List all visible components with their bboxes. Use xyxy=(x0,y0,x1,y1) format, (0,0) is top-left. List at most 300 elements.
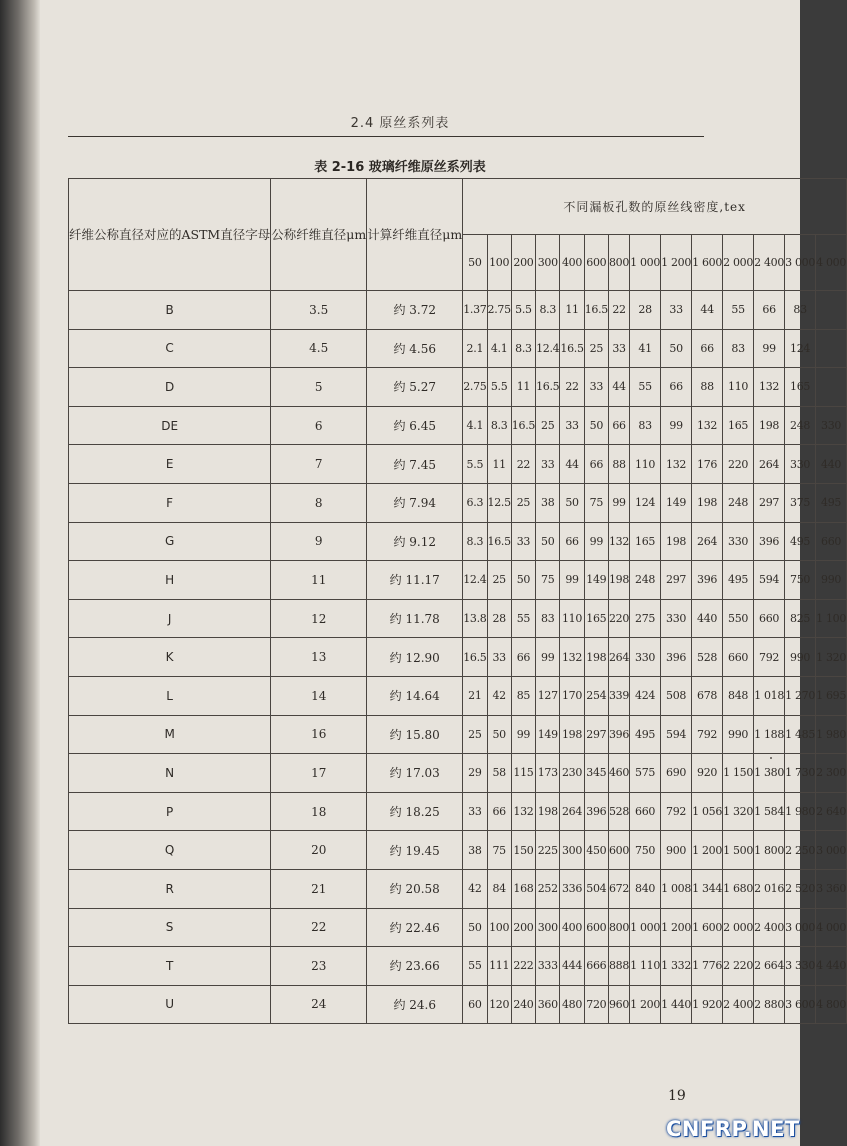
cell-linear-density: 2 664 xyxy=(754,947,785,986)
cell-linear-density: 16.5 xyxy=(487,522,511,561)
cell-calculated-diameter: 约 19.45 xyxy=(367,831,463,870)
table-row xyxy=(69,329,847,368)
cell-linear-density: 678 xyxy=(692,676,723,715)
cell-linear-density: 99 xyxy=(536,638,560,677)
cell-linear-density: 1 584 xyxy=(754,792,785,831)
cell-linear-density: 1 920 xyxy=(692,985,723,1024)
cell-linear-density: 176 xyxy=(692,445,723,484)
header-hole-count: 800 xyxy=(608,235,629,291)
cell-linear-density: 336 xyxy=(560,869,584,908)
cell-linear-density: 396 xyxy=(608,715,629,754)
cell-linear-density: 25 xyxy=(463,715,487,754)
cell-calculated-diameter: 约 22.46 xyxy=(367,908,463,947)
cell-linear-density: 3 600 xyxy=(785,985,816,1024)
cell-astm-letter: U xyxy=(69,985,271,1024)
cell-linear-density: 440 xyxy=(692,599,723,638)
cell-linear-density: 132 xyxy=(511,792,535,831)
cell-linear-density: 115 xyxy=(511,754,535,793)
cell-nominal-diameter: 16 xyxy=(271,715,367,754)
cell-linear-density: 1 440 xyxy=(661,985,692,1024)
cell-linear-density: 127 xyxy=(536,676,560,715)
cell-linear-density: 12.4 xyxy=(536,329,560,368)
cell-linear-density: 66 xyxy=(692,329,723,368)
cell-linear-density: 248 xyxy=(785,406,816,445)
table-row xyxy=(69,291,847,330)
cell-linear-density: 396 xyxy=(661,638,692,677)
header-hole-count: 600 xyxy=(584,235,608,291)
cell-linear-density: 33 xyxy=(487,638,511,677)
cell-linear-density: 33 xyxy=(661,291,692,330)
cell-linear-density: 66 xyxy=(511,638,535,677)
cell-linear-density: 55 xyxy=(463,947,487,986)
cell-linear-density: 1 344 xyxy=(692,869,723,908)
cell-linear-density: 1 200 xyxy=(692,831,723,870)
cell-linear-density: 100 xyxy=(487,908,511,947)
cell-linear-density: 792 xyxy=(692,715,723,754)
cell-linear-density: 2 880 xyxy=(754,985,785,1024)
cell-linear-density: 300 xyxy=(560,831,584,870)
cell-linear-density: 330 xyxy=(630,638,661,677)
cell-linear-density: 1 680 xyxy=(723,869,754,908)
cell-nominal-diameter: 6 xyxy=(271,406,367,445)
cell-astm-letter: R xyxy=(69,869,271,908)
cell-linear-density: 2 220 xyxy=(723,947,754,986)
cell-nominal-diameter: 20 xyxy=(271,831,367,870)
table-row xyxy=(69,985,847,1024)
cell-linear-density: 75 xyxy=(487,831,511,870)
cell-linear-density: 1 320 xyxy=(816,638,847,677)
cell-linear-density: 55 xyxy=(630,368,661,407)
cell-linear-density: 1 800 xyxy=(754,831,785,870)
cell-linear-density: 42 xyxy=(487,676,511,715)
header-calculated-diameter: 计算纤维直径μm xyxy=(367,179,463,291)
cell-linear-density: 38 xyxy=(536,483,560,522)
cell-linear-density: 1 776 xyxy=(692,947,723,986)
cell-linear-density: 41 xyxy=(630,329,661,368)
cell-nominal-diameter: 22 xyxy=(271,908,367,947)
cell-linear-density: 50 xyxy=(536,522,560,561)
cell-linear-density: 666 xyxy=(584,947,608,986)
cell-linear-density: 8.3 xyxy=(536,291,560,330)
cell-linear-density: 170 xyxy=(560,676,584,715)
cell-linear-density: 83 xyxy=(785,291,816,330)
table-row xyxy=(69,831,847,870)
cell-linear-density: 16.5 xyxy=(560,329,584,368)
cell-linear-density: 792 xyxy=(661,792,692,831)
cell-linear-density: 2 520 xyxy=(785,869,816,908)
cell-linear-density: 132 xyxy=(692,406,723,445)
cell-linear-density: 750 xyxy=(630,831,661,870)
cell-nominal-diameter: 18 xyxy=(271,792,367,831)
cell-nominal-diameter: 3.5 xyxy=(271,291,367,330)
cell-linear-density: 450 xyxy=(584,831,608,870)
cell-calculated-diameter: 约 7.45 xyxy=(367,445,463,484)
cell-linear-density: 132 xyxy=(661,445,692,484)
table-row xyxy=(69,908,847,947)
cell-linear-density: 1.37 xyxy=(463,291,487,330)
table-row xyxy=(69,869,847,908)
cell-linear-density: 165 xyxy=(584,599,608,638)
cell-linear-density: 25 xyxy=(584,329,608,368)
cell-calculated-diameter: 约 17.03 xyxy=(367,754,463,793)
cell-nominal-diameter: 14 xyxy=(271,676,367,715)
table-row xyxy=(69,715,847,754)
header-hole-count: 50 xyxy=(463,235,487,291)
cell-linear-density: 99 xyxy=(661,406,692,445)
cell-linear-density: 33 xyxy=(463,792,487,831)
cell-astm-letter: DE xyxy=(69,406,271,445)
cell-nominal-diameter: 12 xyxy=(271,599,367,638)
cell-linear-density: 124 xyxy=(785,329,816,368)
cell-linear-density: 594 xyxy=(754,561,785,600)
table-row xyxy=(69,947,847,986)
cell-linear-density: 11 xyxy=(487,445,511,484)
cell-linear-density: 222 xyxy=(511,947,535,986)
cell-linear-density: 132 xyxy=(560,638,584,677)
cell-linear-density: 345 xyxy=(584,754,608,793)
cell-linear-density: 198 xyxy=(754,406,785,445)
cell-calculated-diameter: 约 15.80 xyxy=(367,715,463,754)
cell-linear-density: 132 xyxy=(754,368,785,407)
cell-nominal-diameter: 24 xyxy=(271,985,367,1024)
cell-calculated-diameter: 约 7.94 xyxy=(367,483,463,522)
cell-linear-density: 3 000 xyxy=(785,908,816,947)
cell-linear-density: 165 xyxy=(630,522,661,561)
cell-linear-density: 254 xyxy=(584,676,608,715)
cell-linear-density: 2.75 xyxy=(487,291,511,330)
cell-linear-density: 5.5 xyxy=(511,291,535,330)
cell-linear-density: 150 xyxy=(511,831,535,870)
cell-linear-density: 1 200 xyxy=(661,908,692,947)
table-row xyxy=(69,406,847,445)
cell-linear-density: 55 xyxy=(723,291,754,330)
cell-linear-density: 230 xyxy=(560,754,584,793)
cell-linear-density: 248 xyxy=(723,483,754,522)
cell-linear-density: 42 xyxy=(463,869,487,908)
cell-linear-density: 1 600 xyxy=(692,908,723,947)
cell-linear-density: 4 440 xyxy=(816,947,847,986)
cell-linear-density: 460 xyxy=(608,754,629,793)
header-hole-count: 3 000 xyxy=(785,235,816,291)
cell-linear-density: 690 xyxy=(661,754,692,793)
cell-linear-density: 264 xyxy=(692,522,723,561)
cell-linear-density: 330 xyxy=(661,599,692,638)
cell-linear-density: 16.5 xyxy=(536,368,560,407)
cell-linear-density: 575 xyxy=(630,754,661,793)
cell-linear-density: 990 xyxy=(723,715,754,754)
cell-linear-density: 84 xyxy=(487,869,511,908)
cell-linear-density: 11 xyxy=(560,291,584,330)
cell-linear-density: 672 xyxy=(608,869,629,908)
cell-calculated-diameter: 约 18.25 xyxy=(367,792,463,831)
cell-linear-density: 3 360 xyxy=(816,869,847,908)
cell-astm-letter: J xyxy=(69,599,271,638)
cell-linear-density: 2.75 xyxy=(463,368,487,407)
cell-calculated-diameter: 约 5.27 xyxy=(367,368,463,407)
cell-linear-density: 16.5 xyxy=(463,638,487,677)
cell-calculated-diameter: 约 23.66 xyxy=(367,947,463,986)
cell-linear-density: 1 018 xyxy=(754,676,785,715)
cell-linear-density: 495 xyxy=(816,483,847,522)
cell-astm-letter: L xyxy=(69,676,271,715)
cell-linear-density: 248 xyxy=(630,561,661,600)
header-hole-count: 300 xyxy=(536,235,560,291)
cell-linear-density: 275 xyxy=(630,599,661,638)
cell-linear-density: 220 xyxy=(608,599,629,638)
header-hole-count: 100 xyxy=(487,235,511,291)
cell-linear-density: 2 640 xyxy=(816,792,847,831)
cell-linear-density: 198 xyxy=(560,715,584,754)
cell-linear-density: 58 xyxy=(487,754,511,793)
cell-linear-density: 5.5 xyxy=(463,445,487,484)
cell-linear-density: 198 xyxy=(661,522,692,561)
cell-nominal-diameter: 13 xyxy=(271,638,367,677)
cell-linear-density: 528 xyxy=(692,638,723,677)
cell-linear-density: 6.3 xyxy=(463,483,487,522)
header-hole-count: 200 xyxy=(511,235,535,291)
cell-linear-density: 444 xyxy=(560,947,584,986)
cell-linear-density: 120 xyxy=(487,985,511,1024)
cell-linear-density: 198 xyxy=(536,792,560,831)
cell-linear-density: 2 400 xyxy=(754,908,785,947)
cell-linear-density: 8.3 xyxy=(463,522,487,561)
cell-linear-density: 33 xyxy=(608,329,629,368)
cell-linear-density: 840 xyxy=(630,869,661,908)
cell-linear-density: 264 xyxy=(754,445,785,484)
cell-linear-density xyxy=(816,329,847,368)
cell-linear-density: 1 110 xyxy=(630,947,661,986)
cell-linear-density: 920 xyxy=(692,754,723,793)
cell-linear-density: 297 xyxy=(584,715,608,754)
cell-linear-density: 990 xyxy=(785,638,816,677)
cell-linear-density: 8.3 xyxy=(487,406,511,445)
cell-linear-density: 848 xyxy=(723,676,754,715)
cell-linear-density: 13.8 xyxy=(463,599,487,638)
cell-linear-density: 50 xyxy=(560,483,584,522)
cell-astm-letter: K xyxy=(69,638,271,677)
cell-linear-density: 75 xyxy=(536,561,560,600)
cell-linear-density: 1 730 xyxy=(785,754,816,793)
cell-linear-density: 1 150 xyxy=(723,754,754,793)
cell-linear-density: 22 xyxy=(511,445,535,484)
table-row xyxy=(69,522,847,561)
cell-linear-density: 28 xyxy=(630,291,661,330)
cell-linear-density: 12.5 xyxy=(487,483,511,522)
table-row xyxy=(69,483,847,522)
cell-linear-density: 792 xyxy=(754,638,785,677)
cell-linear-density: 165 xyxy=(723,406,754,445)
cell-linear-density: 149 xyxy=(661,483,692,522)
cell-astm-letter: E xyxy=(69,445,271,484)
cell-linear-density: 83 xyxy=(723,329,754,368)
cell-linear-density: 396 xyxy=(584,792,608,831)
header-linear-density: 不同漏板孔数的原丝线密度,tex xyxy=(463,179,847,235)
table-row xyxy=(69,561,847,600)
cell-linear-density: 660 xyxy=(816,522,847,561)
table-row xyxy=(69,676,847,715)
cell-linear-density: 1 380 xyxy=(754,754,785,793)
cell-linear-density: 264 xyxy=(560,792,584,831)
cell-linear-density: 550 xyxy=(723,599,754,638)
cell-linear-density: 264 xyxy=(608,638,629,677)
header-hole-count: 2 400 xyxy=(754,235,785,291)
cell-linear-density: 28 xyxy=(487,599,511,638)
cell-astm-letter: P xyxy=(69,792,271,831)
cell-linear-density: 44 xyxy=(608,368,629,407)
cell-linear-density: 495 xyxy=(785,522,816,561)
cell-linear-density: 600 xyxy=(584,908,608,947)
cell-linear-density: 375 xyxy=(785,483,816,522)
cell-linear-density: 173 xyxy=(536,754,560,793)
cell-linear-density: 508 xyxy=(661,676,692,715)
cell-calculated-diameter: 约 20.58 xyxy=(367,869,463,908)
cell-linear-density: 333 xyxy=(536,947,560,986)
cell-linear-density: 4 800 xyxy=(816,985,847,1024)
header-astm-letter: 纤维公称直径对应的ASTM直径字母 xyxy=(69,179,271,291)
cell-linear-density: 240 xyxy=(511,985,535,1024)
cell-calculated-diameter: 约 14.64 xyxy=(367,676,463,715)
cell-linear-density: 111 xyxy=(487,947,511,986)
cell-linear-density: 495 xyxy=(723,561,754,600)
cell-linear-density: 1 485 xyxy=(785,715,816,754)
cell-linear-density: 990 xyxy=(816,561,847,600)
cell-linear-density: 50 xyxy=(511,561,535,600)
cell-linear-density: 200 xyxy=(511,908,535,947)
glass-fiber-strand-table xyxy=(68,178,847,1024)
cell-linear-density: 21 xyxy=(463,676,487,715)
cell-linear-density: 750 xyxy=(785,561,816,600)
cell-linear-density: 198 xyxy=(692,483,723,522)
cell-calculated-diameter: 约 4.56 xyxy=(367,329,463,368)
cell-astm-letter: S xyxy=(69,908,271,947)
cell-linear-density: 83 xyxy=(630,406,661,445)
header-hole-count: 1 000 xyxy=(630,235,661,291)
cell-linear-density: 55 xyxy=(511,599,535,638)
cell-astm-letter: G xyxy=(69,522,271,561)
cell-linear-density: 60 xyxy=(463,985,487,1024)
header-hole-count: 4 000 xyxy=(816,235,847,291)
cell-linear-density: 198 xyxy=(608,561,629,600)
cell-linear-density: 66 xyxy=(661,368,692,407)
cell-linear-density: 5.5 xyxy=(487,368,511,407)
cell-astm-letter: T xyxy=(69,947,271,986)
cell-linear-density: 1 008 xyxy=(661,869,692,908)
cell-linear-density: 800 xyxy=(608,908,629,947)
table-caption: 表 2-16 玻璃纤维原丝系列表 xyxy=(314,160,486,175)
header-hole-count: 400 xyxy=(560,235,584,291)
cell-linear-density: 33 xyxy=(511,522,535,561)
cell-linear-density: 2.1 xyxy=(463,329,487,368)
cell-astm-letter: H xyxy=(69,561,271,600)
cell-calculated-diameter: 约 12.90 xyxy=(367,638,463,677)
cell-linear-density xyxy=(816,368,847,407)
cell-nominal-diameter: 21 xyxy=(271,869,367,908)
cell-linear-density: 2 400 xyxy=(723,985,754,1024)
cell-linear-density: 50 xyxy=(487,715,511,754)
cell-calculated-diameter: 约 3.72 xyxy=(367,291,463,330)
cell-linear-density: 8.3 xyxy=(511,329,535,368)
cell-linear-density: 1 980 xyxy=(816,715,847,754)
cell-linear-density: 3 330 xyxy=(785,947,816,986)
table-body xyxy=(69,291,847,1024)
cell-linear-density: 360 xyxy=(536,985,560,1024)
cell-linear-density: 1 270 xyxy=(785,676,816,715)
cell-linear-density: 11 xyxy=(511,368,535,407)
cell-linear-density: 44 xyxy=(692,291,723,330)
cell-linear-density: 110 xyxy=(630,445,661,484)
cell-linear-density: 83 xyxy=(536,599,560,638)
cell-linear-density: 1 000 xyxy=(630,908,661,947)
cell-linear-density: 66 xyxy=(584,445,608,484)
cell-linear-density: 424 xyxy=(630,676,661,715)
cell-linear-density: 99 xyxy=(584,522,608,561)
cell-linear-density: 2 016 xyxy=(754,869,785,908)
table-row xyxy=(69,638,847,677)
cell-linear-density: 825 xyxy=(785,599,816,638)
cell-linear-density: 4.1 xyxy=(463,406,487,445)
cell-linear-density: 124 xyxy=(630,483,661,522)
cell-linear-density: 330 xyxy=(785,445,816,484)
cell-linear-density: 297 xyxy=(661,561,692,600)
cell-linear-density: 2 250 xyxy=(785,831,816,870)
cell-linear-density: 2 000 xyxy=(723,908,754,947)
cell-linear-density: 1 320 xyxy=(723,792,754,831)
cell-linear-density: 110 xyxy=(723,368,754,407)
cell-linear-density: 1 695 xyxy=(816,676,847,715)
cell-linear-density: 396 xyxy=(692,561,723,600)
table-row xyxy=(69,754,847,793)
cell-linear-density: 339 xyxy=(608,676,629,715)
cell-nominal-diameter: 7 xyxy=(271,445,367,484)
cell-linear-density: 16.5 xyxy=(584,291,608,330)
cell-linear-density: 99 xyxy=(560,561,584,600)
table-row xyxy=(69,599,847,638)
cell-linear-density: 660 xyxy=(630,792,661,831)
cell-linear-density: 1 188 xyxy=(754,715,785,754)
cell-linear-density: 1 980 xyxy=(785,792,816,831)
cell-calculated-diameter: 约 6.45 xyxy=(367,406,463,445)
cell-linear-density: 330 xyxy=(723,522,754,561)
cell-linear-density: 66 xyxy=(608,406,629,445)
cell-linear-density: 396 xyxy=(754,522,785,561)
cell-linear-density: 960 xyxy=(608,985,629,1024)
cell-linear-density: 33 xyxy=(584,368,608,407)
header-hole-count: 1 200 xyxy=(661,235,692,291)
cell-linear-density: 38 xyxy=(463,831,487,870)
cell-linear-density: 900 xyxy=(661,831,692,870)
header-hole-count: 1 600 xyxy=(692,235,723,291)
cell-linear-density: 1 100 xyxy=(816,599,847,638)
header-hole-count: 2 000 xyxy=(723,235,754,291)
cell-linear-density: 504 xyxy=(584,869,608,908)
cell-linear-density: 1 500 xyxy=(723,831,754,870)
cell-astm-letter: C xyxy=(69,329,271,368)
cell-linear-density: 252 xyxy=(536,869,560,908)
cell-linear-density: 168 xyxy=(511,869,535,908)
cell-linear-density: 25 xyxy=(487,561,511,600)
cell-linear-density: 50 xyxy=(584,406,608,445)
table-row xyxy=(69,792,847,831)
cell-linear-density: 22 xyxy=(560,368,584,407)
cell-nominal-diameter: 11 xyxy=(271,561,367,600)
cell-linear-density: 110 xyxy=(560,599,584,638)
cell-linear-density: 29 xyxy=(463,754,487,793)
table-row xyxy=(69,368,847,407)
cell-linear-density: 3 000 xyxy=(816,831,847,870)
cell-linear-density: 50 xyxy=(463,908,487,947)
cell-linear-density: 44 xyxy=(560,445,584,484)
cell-linear-density: 25 xyxy=(511,483,535,522)
